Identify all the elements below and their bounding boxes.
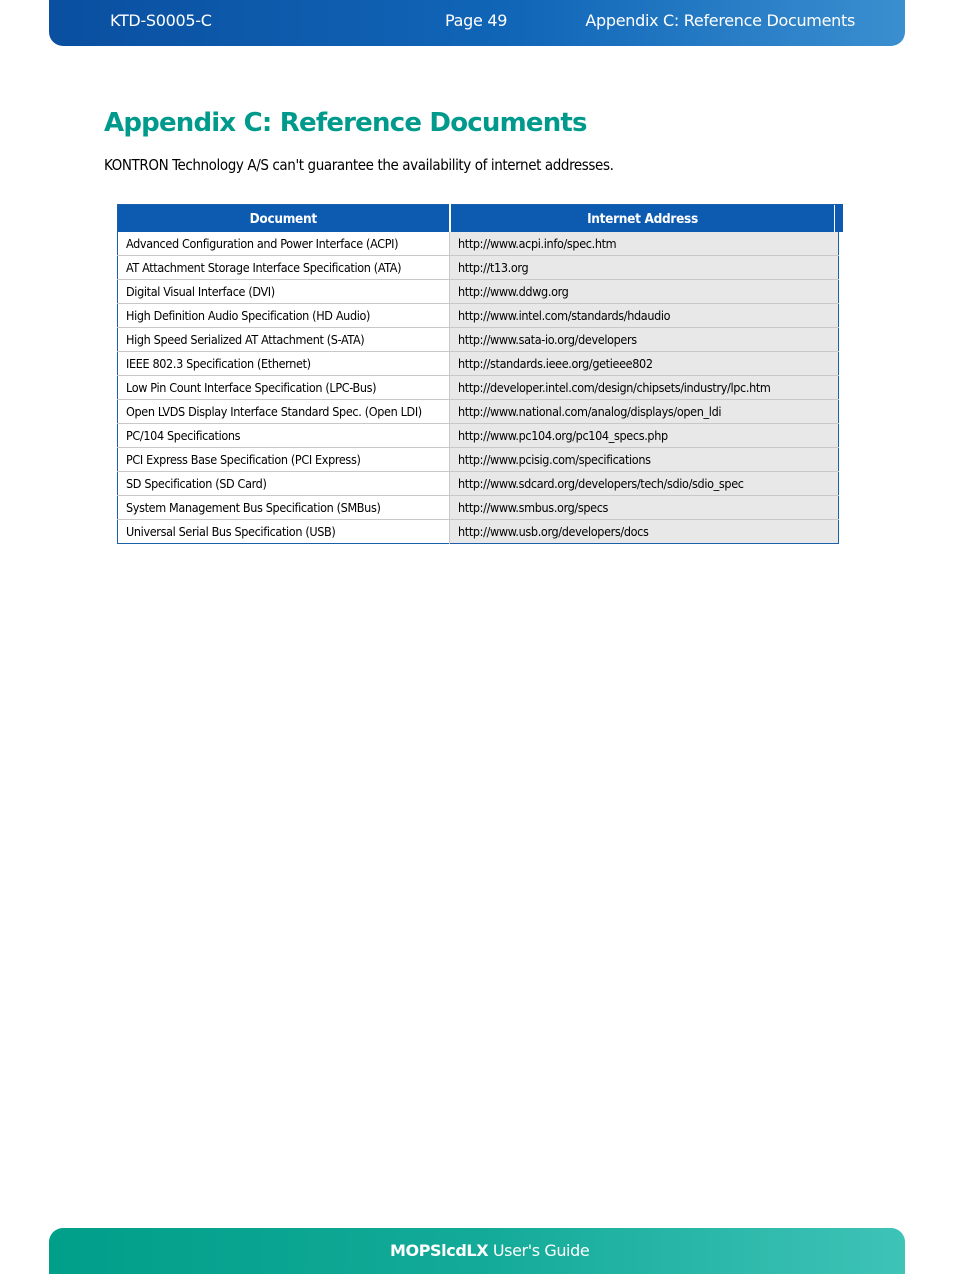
table-row — [118, 304, 839, 328]
table-row — [118, 376, 839, 400]
document-cell: Open LVDS Display Interface Standard Spec. (Open LDI) — [118, 400, 450, 424]
internet-address-link[interactable]: http://www.smbus.org/specs — [450, 496, 839, 520]
document-cell: High Speed Serialized AT Attachment (S-ATA) — [118, 328, 450, 352]
column-header-document: Document — [118, 205, 450, 233]
internet-address-link[interactable]: http://www.ddwg.org — [450, 280, 839, 304]
header-section-title: Appendix C: Reference Documents — [585, 11, 855, 30]
table-row — [118, 448, 839, 472]
footer-suffix: User's Guide — [488, 1241, 590, 1260]
table-row — [118, 520, 839, 544]
document-cell: PC/104 Specifications — [118, 424, 450, 448]
document-cell: Advanced Configuration and Power Interface (ACPI) — [118, 232, 450, 256]
table-row — [118, 400, 839, 424]
document-cell: SD Specification (SD Card) — [118, 472, 450, 496]
document-cell: AT Attachment Storage Interface Specification (ATA) — [118, 256, 450, 280]
internet-address-link[interactable]: http://www.intel.com/standards/hdaudio — [450, 304, 839, 328]
document-cell: Digital Visual Interface (DVI) — [118, 280, 450, 304]
footer-product-name: MOPSlcdLX — [390, 1241, 489, 1260]
reference-documents-table — [117, 204, 843, 544]
internet-address-link[interactable]: http://developer.intel.com/design/chipsets/industry/lpc.htm — [450, 376, 839, 400]
column-header-internet-address: Internet Address — [450, 205, 839, 233]
header-page-number: Page 49 — [445, 11, 508, 30]
document-cell: IEEE 802.3 Specification (Ethernet) — [118, 352, 450, 376]
table-row — [118, 232, 839, 256]
table-row — [118, 256, 839, 280]
internet-address-link[interactable]: http://www.sdcard.org/developers/tech/sdio/sdio_spec — [450, 472, 839, 496]
internet-address-link[interactable]: http://t13.org — [450, 256, 839, 280]
header-doc-id: KTD-S0005-C — [110, 11, 212, 30]
internet-address-link[interactable]: http://www.usb.org/developers/docs — [450, 520, 839, 544]
document-cell: High Definition Audio Specification (HD Audio) — [118, 304, 450, 328]
document-cell: Low Pin Count Interface Specification (LPC-Bus) — [118, 376, 450, 400]
page-footer — [49, 1228, 905, 1274]
table-row — [118, 496, 839, 520]
table-row — [118, 328, 839, 352]
internet-address-link[interactable]: http://www.sata-io.org/developers — [450, 328, 839, 352]
document-cell: PCI Express Base Specification (PCI Express) — [118, 448, 450, 472]
table-row — [118, 472, 839, 496]
document-cell: System Management Bus Specification (SMBus) — [118, 496, 450, 520]
table-row — [118, 352, 839, 376]
intro-paragraph: KONTRON Technology A/S can't guarantee the availability of internet addresses. — [104, 156, 614, 174]
table-header-row — [118, 205, 839, 233]
footer-guide-title — [390, 1241, 589, 1261]
table-row — [118, 424, 839, 448]
internet-address-link[interactable]: http://www.pc104.org/pc104_specs.php — [450, 424, 839, 448]
internet-address-link[interactable]: http://www.national.com/analog/displays/open_ldi — [450, 400, 839, 424]
page-header — [49, 0, 905, 46]
internet-address-link[interactable]: http://www.pcisig.com/specifications — [450, 448, 839, 472]
table-body — [118, 232, 839, 544]
internet-address-link[interactable]: http://standards.ieee.org/getieee802 — [450, 352, 839, 376]
table-row — [118, 280, 839, 304]
internet-address-link[interactable]: http://www.acpi.info/spec.htm — [450, 232, 839, 256]
page-title: Appendix C: Reference Documents — [104, 108, 587, 138]
document-cell: Universal Serial Bus Specification (USB) — [118, 520, 450, 544]
